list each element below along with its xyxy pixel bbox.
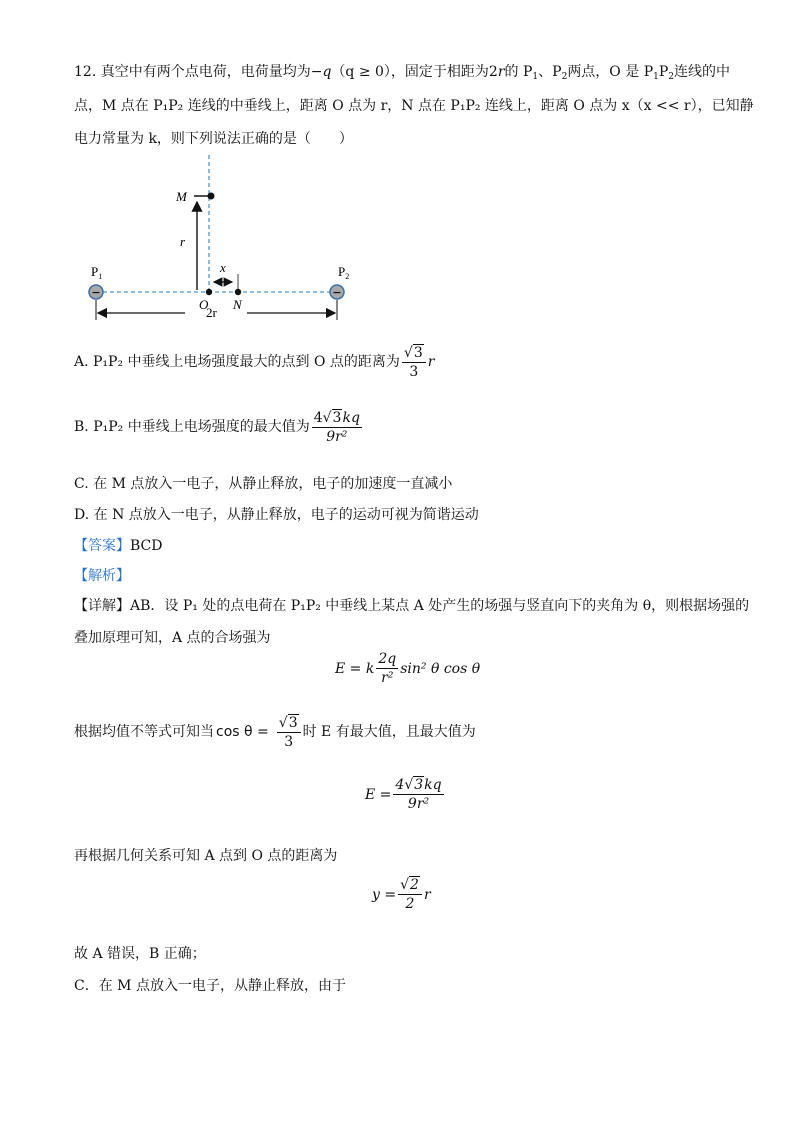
option-a: A. P₁P₂ 中垂线上电场强度最大的点到 O 点的距离为 $\frac{√3}{3}$ r — [74, 344, 435, 380]
equation-distance: y = $\frac{√2}{2}$ r — [372, 877, 431, 912]
question-line-1: 12. 真空中有两个点电荷，电荷量均为−q（q ≥ 0），固定于相距为2r的 $P_1$、$P_2$两点，O 是 $P_1P_2$连线的中 — [74, 64, 731, 82]
label-o: O — [199, 297, 209, 312]
svg-text:−: − — [91, 286, 101, 299]
equation-field: E = k $\frac{2q}{\text{r²}}$ sin² θ cos θ — [335, 651, 481, 686]
option-b: B. P₁P₂ 中垂线上电场强度的最大值为 $\frac{4√3kq}{\text{9r²}}$ — [74, 409, 360, 445]
label-m: M — [176, 189, 187, 204]
question-line-3: 电力常量为 k，则下列说法正确的是（ ） — [74, 131, 353, 147]
svg-text:−: − — [332, 286, 342, 299]
option-d: D. 在 N 点放入一电子，从静止释放，电子的运动可视为简谐运动 — [74, 507, 479, 523]
option-c: C. 在 M 点放入一电子，从静止释放，电子的加速度一直减小 — [74, 476, 453, 492]
detail-line-2: 叠加原理可知，A 点的合场强为 — [74, 630, 271, 646]
detail-line-1: 【详解】AB．设 P₁ 处的点电荷在 P₁P₂ 中垂线上某点 A 处产生的场强与竖直向下的夹角为 θ，则根据场强的 — [74, 598, 750, 614]
answer-tag: 【答案】 — [74, 538, 130, 554]
label-p2: $P_2$ — [338, 264, 350, 281]
cos-condition-line: 根据均值不等式可知当 cos θ = $\frac{√3}{3}$ 时 E 有最大值，且最大值为 — [74, 714, 476, 750]
point-o — [206, 289, 212, 295]
analysis-tag: 【解析】 — [74, 568, 130, 584]
label-2r: 2r — [206, 305, 217, 320]
label-x: x — [220, 260, 226, 275]
answer-line — [74, 536, 162, 556]
conclusion-line: 故 A 错误，B 正确； — [74, 946, 206, 962]
point-n — [235, 289, 241, 295]
label-r: r — [180, 234, 186, 249]
question-line-2: 点，M 点在 P₁P₂ 连线的中垂线上，距离 O 点为 r，N 点在 P₁P₂ 连线上，距离 O 点为 x（x << r），已知静 — [74, 98, 754, 114]
answer-value: BCD — [130, 538, 163, 554]
option-b-fraction: $\frac{4√3kq}{\text{9r²}}$ — [313, 409, 360, 445]
geometry-line: 再根据几何关系可知 A 点到 O 点的距离为 — [74, 848, 338, 864]
option-c-analysis-line: C．在 M 点放入一电子，从静止释放，由于 — [74, 978, 346, 994]
equation-max-field: E = $\frac{4√3kq}{\text{9r²}}$ — [365, 777, 442, 812]
label-p1: $P_1$ — [91, 264, 103, 281]
option-a-fraction: $\frac{√3}{3}$ — [402, 344, 426, 381]
charge-diagram — [80, 150, 370, 325]
point-m — [208, 193, 215, 200]
label-n: N — [233, 297, 242, 312]
